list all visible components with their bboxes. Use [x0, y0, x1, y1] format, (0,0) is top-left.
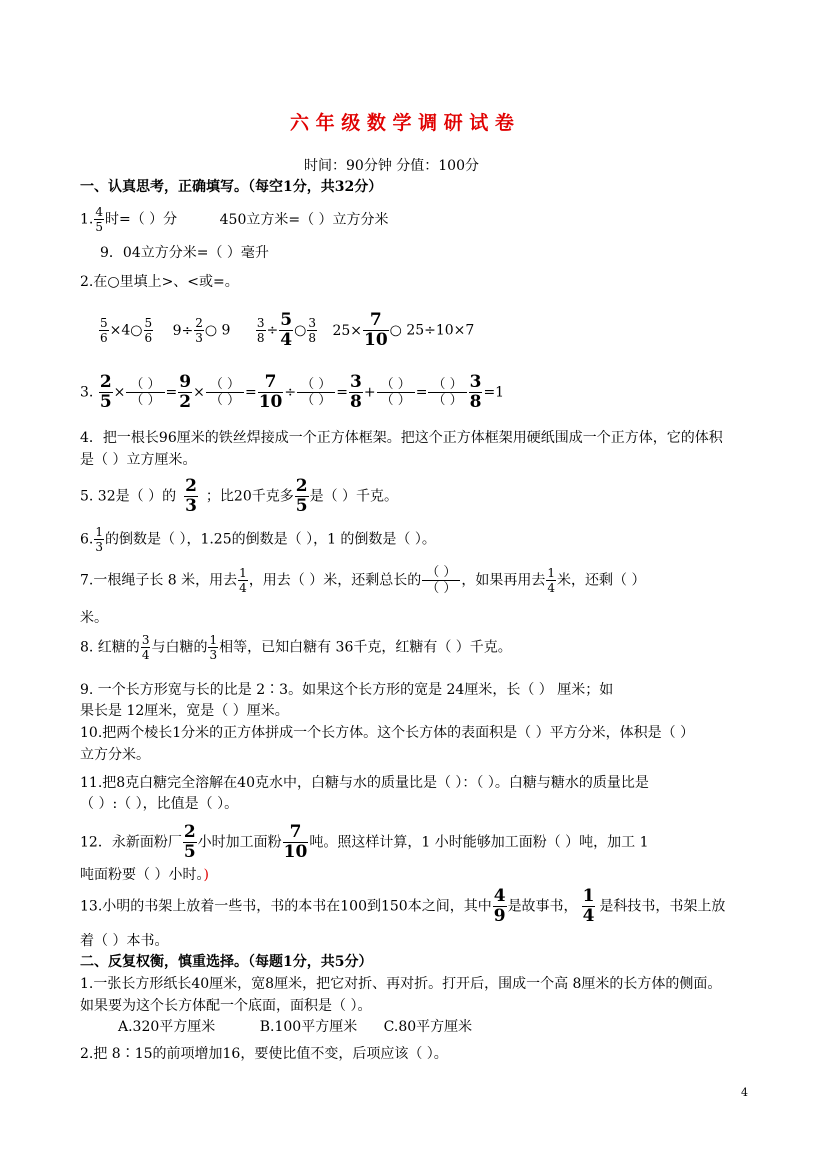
- question-9-line1: 9. 一个长方形宽与长的比是 2∶3。如果这个长方形的宽是 24厘米，长（ ） 厘米；如: [80, 682, 614, 698]
- question-3: 3. $\frac{2}{5}$ × （ ） （ ） = $\frac{9}{2}$ × （ ） （ ） = $\frac{7}{10}$ ÷ （ ） （ ） = $\frac{3}{8}$ + （ ） （ ） = （ ） （ ） $\frac{3}{8}$ =1: [80, 372, 505, 412]
- fraction: $\frac{4}{5}$: [95, 205, 103, 234]
- section-1-heading: 一、认真思考，正确填写。（每空1分，共32分）: [80, 179, 383, 195]
- question-10-line2: 立方分米。: [80, 747, 150, 763]
- choice-2-line1: 2.把 8∶15的前项增加16，要使比值不变，后项应该（ ）。: [80, 1046, 448, 1062]
- question-7-line2: 米。: [80, 610, 108, 626]
- question-11-line2: （ ）:（ ），比值是（ ）。: [80, 796, 239, 812]
- option-a: A.320平方厘米: [118, 1019, 216, 1035]
- page-title: 六 年 级 数 学 调 研 试 卷: [290, 112, 514, 134]
- exam-meta: 时间：90分钟 分值：100分: [304, 158, 479, 174]
- choice-1-line2: 如果要为这个长方体配一个底面，面积是（ ）。: [80, 998, 372, 1014]
- question-4-line2: 是（ ）立方厘米。: [80, 452, 197, 468]
- question-1: 1. $\frac{4}{5}$ 时=（ ）分 450立方米=（ ）立方分米: [80, 205, 389, 234]
- question-9-line2: 果长是 12厘米，宽是（ ）厘米。: [80, 703, 289, 719]
- question-1-line2: 9．04立方分米=（ ）毫升: [100, 245, 269, 261]
- question-7: 7.一根绳子长 8 米，用去 $\frac{1}{4}$ ，用去（ ）米，还剩总长的 （ ） （ ） ，如果再用去 $\frac{1}{4}$ 米，还剩（ ）: [80, 565, 646, 596]
- question-11-line1: 11.把8克白糖完全溶解在40克水中，白糖与水的质量比是（ ）：（ ）。白糖与糖水的质量比是: [80, 775, 649, 791]
- question-10-line1: 10.把两个棱长1分米的正方体拼成一个长方体。这个长方体的表面积是（ ）平方分米，体积是（ ）: [80, 725, 695, 741]
- question-12-line2: 吨面粉要（ ）小时。): [80, 867, 209, 883]
- question-4-line1: 4．把一根长96厘米的铁丝焊接成一个正方体框架。把这个正方体框架用硬纸围成一个正方体，它的体积: [80, 430, 723, 446]
- question-13-line2: 着（ ）本书。: [80, 933, 169, 949]
- question-6: 6. $\frac{1}{3}$ 的倒数是（ ），1.25的倒数是（ ），1 的倒数是（ ）。: [80, 525, 436, 554]
- question-13: 13.小明的书架上放着一些书，书的本书在100到150本之间，其中 $\frac{4}{9}$ 是故事书， $\frac{1}{4}$ 是科技书，书架上放: [80, 886, 726, 926]
- question-8: 8. 红糖的 $\frac{3}{4}$ 与白糖的 $\frac{1}{3}$ 相等，已知白糖有 36千克，红糖有（ ）千克。: [80, 633, 512, 662]
- option-b: B.100平方厘米: [259, 1019, 358, 1035]
- page-number: 4: [741, 1086, 748, 1099]
- section-2-heading: 二、反复权衡，慎重选择。（每题1分，共5分）: [80, 954, 373, 970]
- question-2: 2.在○里填上>、<或=。: [80, 274, 239, 290]
- question-12: 12．永新面粉厂 $\frac{2}{5}$ 小时加工面粉 $\frac{7}{10}$ 吨。照这样计算，1 小时能够加工面粉（ ）吨，加工 1: [80, 822, 649, 862]
- choice-1-line1: 1.一张长方形纸长40厘米，宽8厘米，把它对折、再对折。打开后，围成一个高 8厘米的长方体的侧面。: [80, 976, 722, 992]
- question-5: 5. 32是（ ）的 $\frac{2}{3}$ ；比20千克多 $\frac{2}{5}$ 是（ ）千克。: [80, 476, 399, 516]
- question-2-expressions: $\frac{5}{6}$ ×4○ $\frac{5}{6}$ 9÷ $\frac{2}{3}$ ○ 9 $\frac{3}{8}$ ÷ $\frac{5}{4}$ ○ $\frac{3}{8}$ 25× $\frac{7}{10}$ ○ 25÷10×7: [100, 310, 475, 350]
- option-c: C.80平方厘米: [383, 1019, 473, 1035]
- choice-1-options: [118, 1020, 472, 1034]
